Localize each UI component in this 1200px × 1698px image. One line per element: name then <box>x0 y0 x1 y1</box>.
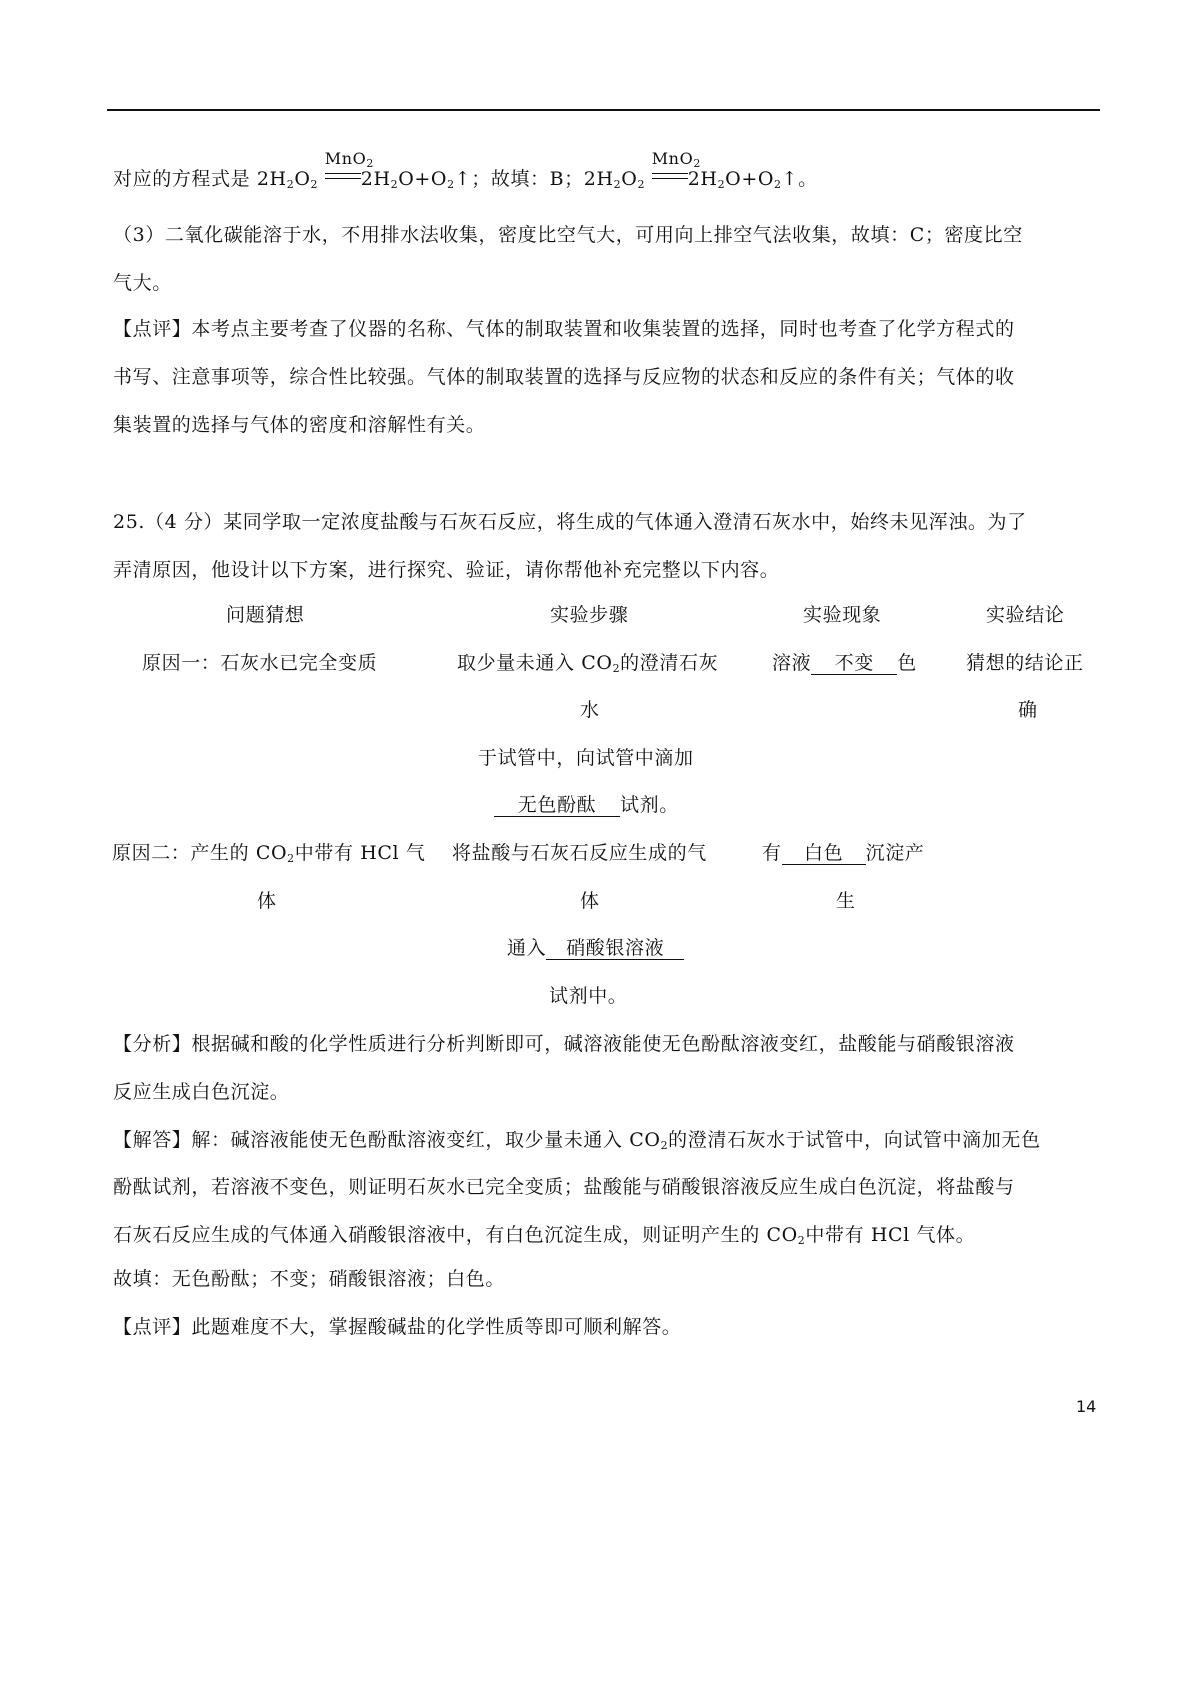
table-header: 实验步骤 <box>550 604 629 626</box>
row1-phenomenon: 溶液 不变 色 <box>772 652 917 674</box>
question-line: 25.（4 分）某同学取一定浓度盐酸与石灰石反应，将生成的气体通入澄清石灰水中，始终未见浑浊。为了 <box>113 511 1027 533</box>
comment-line: 书写、注意事项等，综合性比较强。气体的制取装置的选择与反应物的状态和反应的条件有关；气体的收 <box>113 366 1015 388</box>
answer-line: 石灰石反应生成的气体通入硝酸银溶液中，有白色沉淀生成，则证明产生的 $CO_2$中带有 HCl 气体。 <box>113 1224 976 1247</box>
row2-step: 体 <box>580 890 600 912</box>
comment-line: 集装置的选择与气体的密度和溶解性有关。 <box>113 414 486 436</box>
analysis-line: 反应生成白色沉淀。 <box>113 1081 290 1103</box>
row2-guess: 体 <box>257 890 277 912</box>
row1-step: 取少量未通入 $CO_2$的澄清石灰 <box>457 652 719 675</box>
answer-line: 酚酞试剂，若溶液不变色，则证明石灰水已完全变质；盐酸能与硝酸银溶液反应生成白色沉淀，将盐酸与 <box>113 1176 1015 1198</box>
question-line: 弄清原因，他设计以下方案，进行探究、验证，请你帮他补充完整以下内容。 <box>113 559 780 581</box>
row2-guess: 原因二：产生的 $CO_2$中带有 HCl 气 <box>112 842 426 865</box>
table-header: 实验现象 <box>803 604 882 626</box>
answer-line: 故填：无色酚酞；不变；硝酸银溶液；白色。 <box>113 1268 506 1290</box>
page-number: 14 <box>1076 1397 1097 1416</box>
row2-step: 将盐酸与石灰石反应生成的气 <box>452 842 707 864</box>
row2-phenomenon: 有 白色 沉淀产 <box>762 842 925 864</box>
row1-conclusion: 猜想的结论正 <box>966 652 1084 674</box>
row1-step-blank: 无色酚酞 试剂。 <box>494 792 679 818</box>
comment-line: 【点评】本考点主要考查了仪器的名称、气体的制取装置和收集装置的选择，同时也考查了化学方程式的 <box>113 318 1015 340</box>
table-header: 问题猜想 <box>226 604 305 626</box>
table-header: 实验结论 <box>986 604 1065 626</box>
header-rule <box>107 109 1100 111</box>
paragraph-line: （3）二氧化碳能溶于水，不用排水法收集，密度比空气大，可用向上排空气法收集，故填：C；密度比空 <box>113 224 1023 246</box>
equation-line: 对应的方程式是 $2H_2O_2$ MnO$_2$ $2H_2O+O_2↑$；故填：B；$2H_2O_2$ MnO$_2$ $2H_2O+O_2↑$。 <box>113 149 818 191</box>
paragraph-line: 气大。 <box>113 272 172 294</box>
row1-step: 于试管中，向试管中滴加 <box>478 747 694 769</box>
answer-line: 【解答】解：碱溶液能使无色酚酞溶液变红，取少量未通入 $CO_2$的澄清石灰水于试管中，向试管中滴加无色 <box>113 1129 1041 1152</box>
comment-line: 【点评】此题难度不大，掌握酸碱盐的化学性质等即可顺利解答。 <box>113 1316 682 1338</box>
row2-phenomenon: 生 <box>836 890 856 912</box>
catalyst-arrow: MnO$_2$ <box>325 166 361 192</box>
analysis-line: 【分析】根据碱和酸的化学性质进行分析判断即可，碱溶液能使无色酚酞溶液变红，盐酸能与硝酸银溶液 <box>113 1033 1015 1055</box>
catalyst-arrow: MnO$_2$ <box>652 166 688 192</box>
row1-guess: 原因一：石灰水已完全变质 <box>142 652 378 674</box>
row1-step: 水 <box>580 699 600 721</box>
row2-step-blank: 通入 硝酸银溶液 <box>507 935 684 961</box>
row2-step: 试剂中。 <box>549 985 628 1007</box>
row1-conclusion: 确 <box>1018 699 1038 721</box>
